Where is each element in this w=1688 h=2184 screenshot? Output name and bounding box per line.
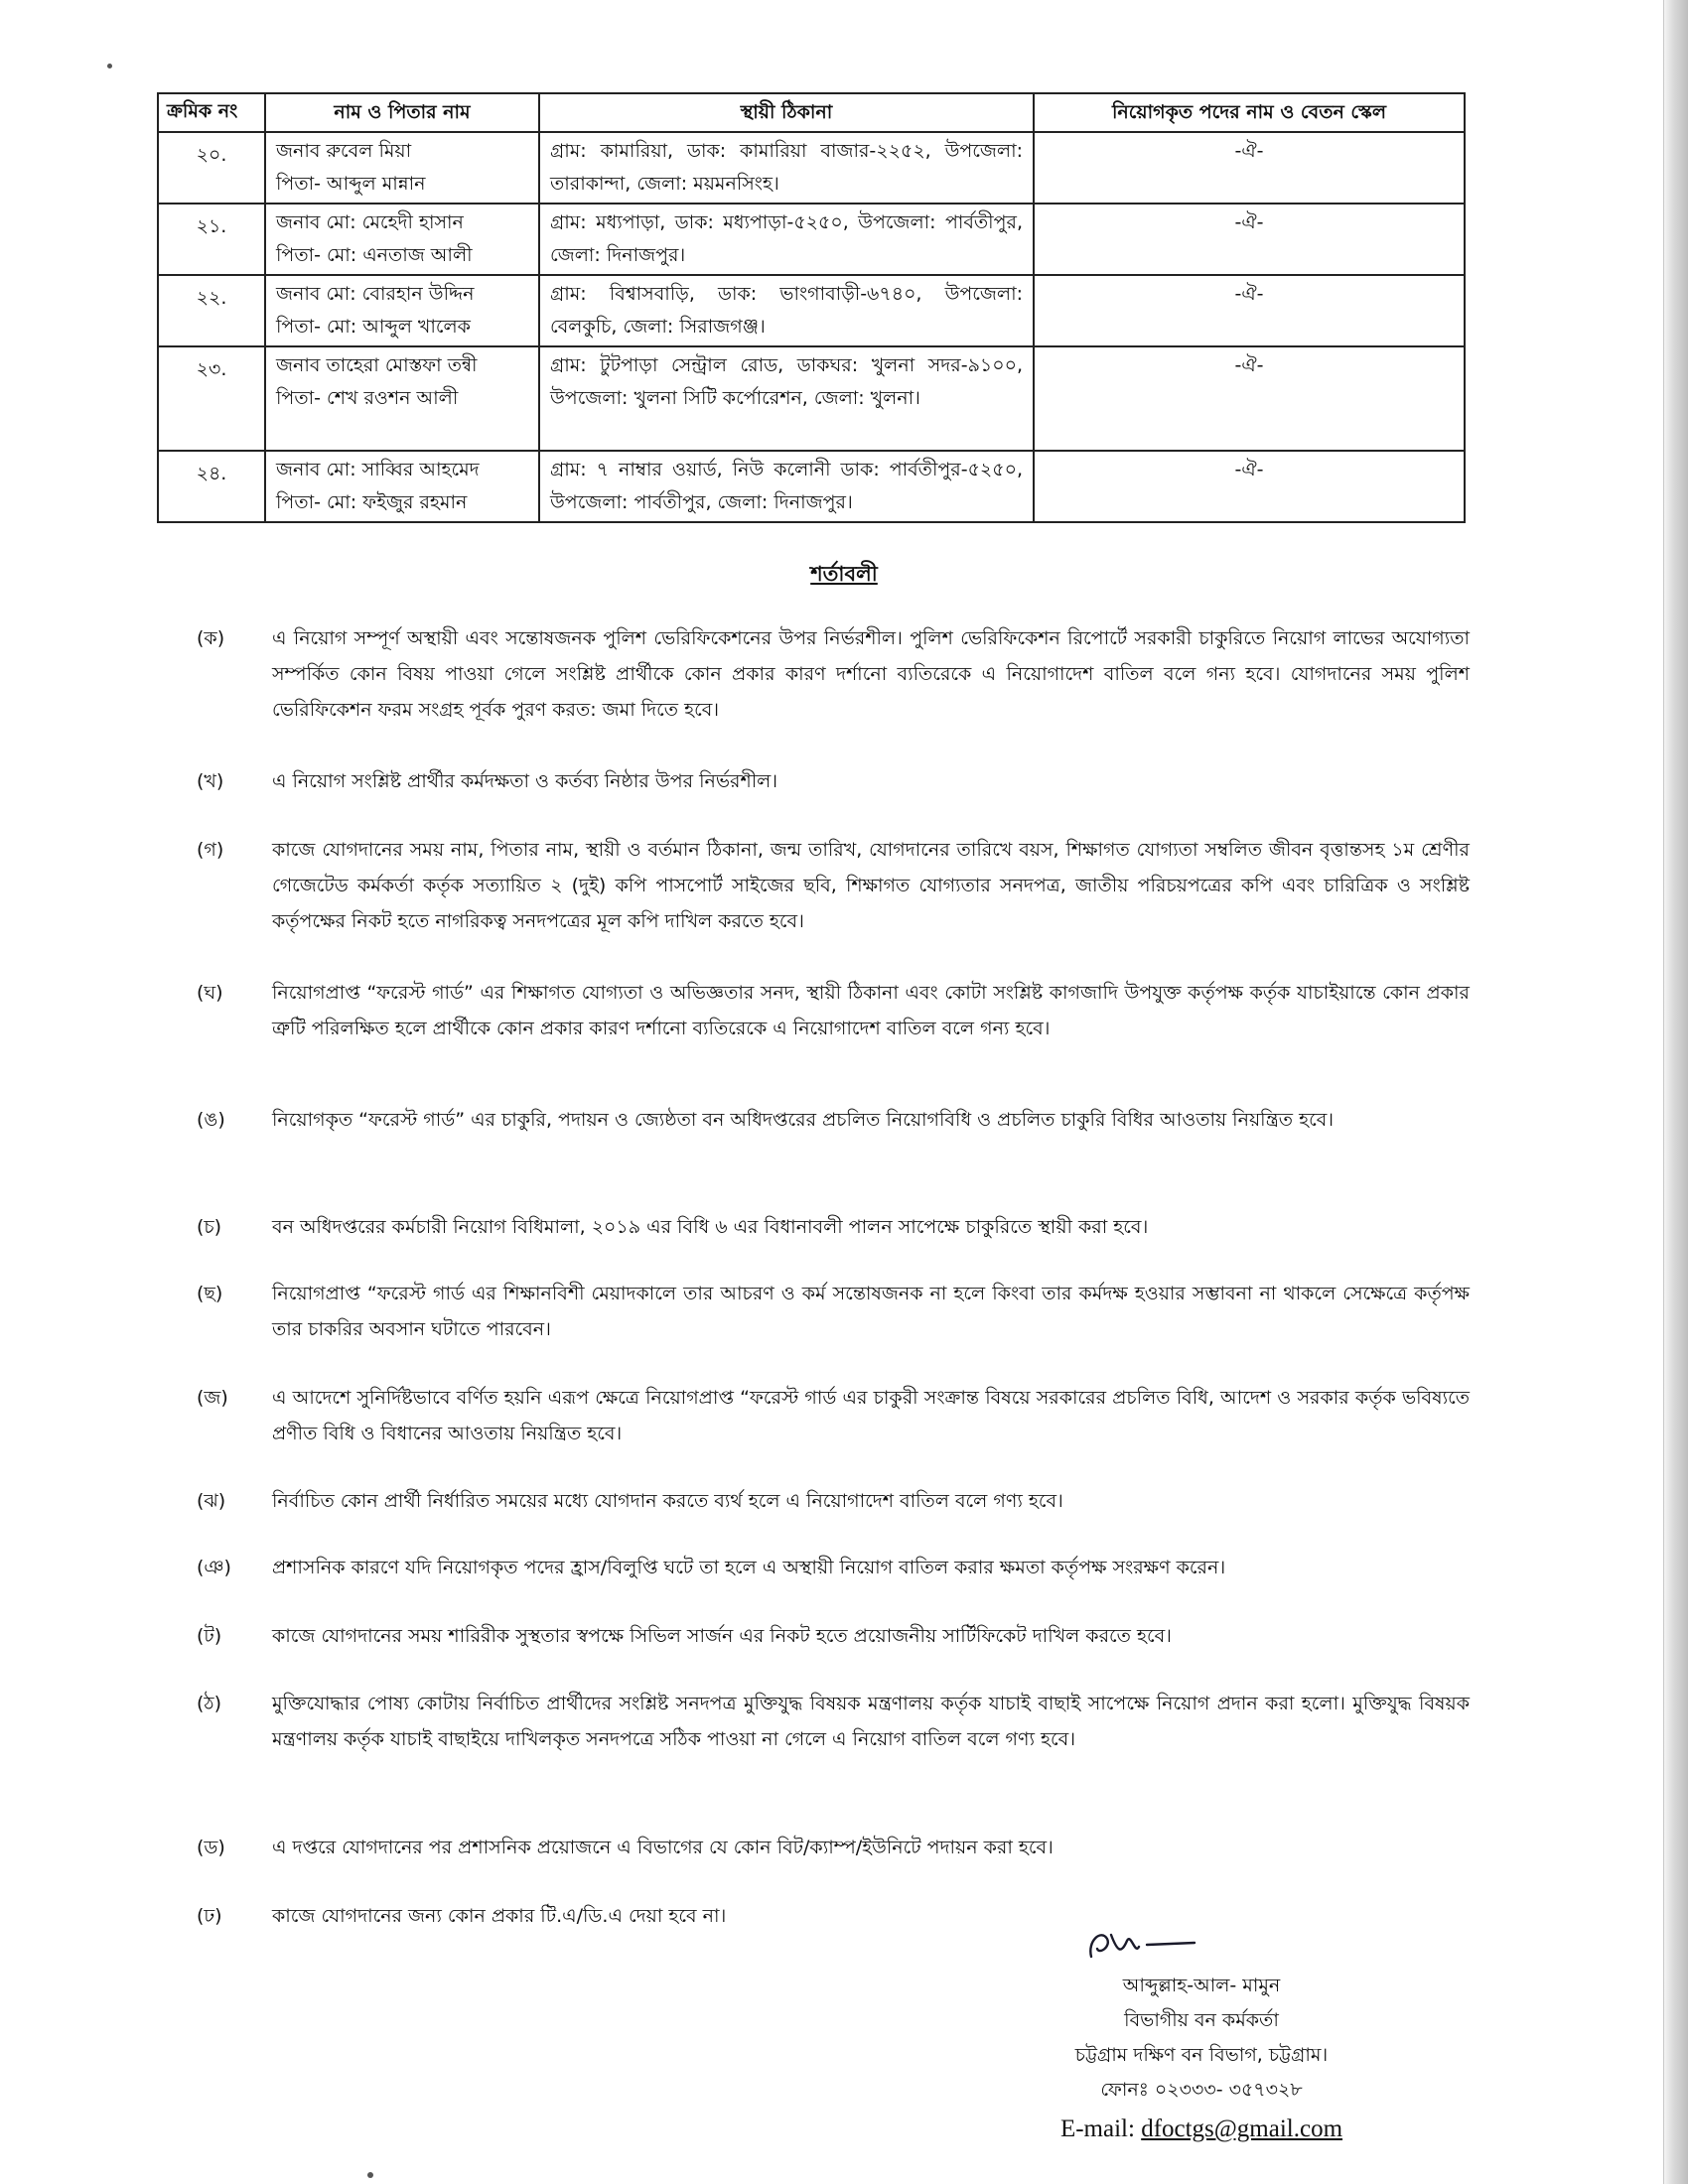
condition-text: প্রশাসনিক কারণে যদি নিয়োগকৃত পদের হ্রাস/বিলুপ্তি ঘটে তা হলে এ অস্থায়ী নিয়োগ বাতিল করার ক্ষমতা কর্তৃপক্ষ সংরক্ষণ করেন।: [272, 1557, 1226, 1578]
condition-letter: (ঞ): [197, 1557, 231, 1578]
row-father: পিতা- মো: আব্দুল খালেক: [276, 316, 471, 338]
row-serial: ২০.: [158, 132, 265, 204]
row-serial: ২১.: [158, 204, 265, 275]
signature-block: [983, 1921, 1420, 2146]
condition-letter: (জ): [197, 1387, 228, 1409]
condition-text: মুক্তিযোদ্ধার পোষ্য কোটায় নির্বাচিত প্রার্থীদের সংশ্লিষ্ট সনদপত্র মুক্তিযুদ্ধ বিষয়ক মন্ত্রণালয় কর্তৃক যাচাই বাছাই সাপেক্ষে নিয়োগ প্রদান করা হলো। মুক্তিযুদ্ধ বিষয়ক মন্ত্রণালয় কর্তৃক যাচাই বাছাইয়ে দাখিলকৃত সনদপত্রে সঠিক পাওয়া না গেলে এ নিয়োগ বাতিল বলে গণ্য হবে।: [272, 1693, 1470, 1750]
table-row: [158, 451, 1465, 522]
condition-letter: (খ): [197, 770, 224, 792]
condition-text: কাজে যোগদানের সময় নাম, পিতার নাম, স্থায়ী ও বর্তমান ঠিকানা, জন্ম তারিখ, যোগদানের তারিখে বয়স, শিক্ষাগত যোগ্যতা সম্বলিত জীবন বৃত্তান্তসহ ১ম শ্রেণীর গেজেটেড কর্মকর্তা কর্তৃক সত্যায়িত ২ (দুই) কপি পাসপোর্ট সাইজের ছবি, শিক্ষাগত যোগ্যতার সনদপত্র, জাতীয় পরিচয়পত্রের কপি এবং চারিত্রিক ও সংশ্লিষ্ট কর্তৃপক্ষের নিকট হতে নাগরিকত্ব সনদপত্রের মূল কপি দাখিল করতে হবে।: [272, 839, 1470, 932]
email-address[interactable]: dfoctgs@gmail.com: [1141, 2116, 1343, 2142]
condition-letter: (ঝ): [197, 1490, 226, 1512]
scan-speck: [367, 2172, 373, 2178]
row-name: জনাব মো: সাব্বির আহমেদ: [276, 459, 480, 480]
table-row: [158, 204, 1465, 275]
email-line: [983, 2112, 1420, 2146]
row-post: -ঐ-: [1034, 275, 1465, 346]
appointee-table: [157, 92, 1466, 523]
condition-item: [197, 763, 1470, 799]
condition-text: এ নিয়োগ সম্পূর্ণ অস্থায়ী এবং সন্তোষজনক পুলিশ ভেরিফিকেশনের উপর নির্ভরশীল। পুলিশ ভেরিফিকেশন রিপোর্টে সরকারী চাকুরিতে নিয়োগ লাভের অযোগ্যতা সম্পর্কিত কোন বিষয় পাওয়া গেলে সংশ্লিষ্ট প্রার্থীকে কোন প্রকার কারণ দর্শানো ব্যতিরেকে এ নিয়োগাদেশ বাতিল বলে গন্য হবে। যোগদানের সময় পুলিশ ভেরিফিকেশন ফরম সংগ্রহ পূর্বক পুরণ করত: জমা দিতে হবে।: [272, 627, 1470, 721]
header-name: নাম ও পিতার নাম: [265, 93, 539, 132]
condition-text: নিয়োগপ্রাপ্ত “ফরেস্ট গার্ড” এর শিক্ষাগত যোগ্যতা ও অভিজ্ঞতার সনদ, স্থায়ী ঠিকানা এবং কোটা সংশ্লিষ্ট কাগজাদি উপযুক্ত কর্তৃপক্ষ কর্তৃক যাচাইয়ান্তে কোন প্রকার ত্রুটি পরিলক্ষিত হলে প্রার্থীকে কোন প্রকার কারণ দর্শানো ব্যতিরেকে এ নিয়োগাদেশ বাতিল বলে গন্য হবে।: [272, 982, 1470, 1039]
header-address: স্থায়ী ঠিকানা: [539, 93, 1034, 132]
condition-text: নিয়োগপ্রাপ্ত “ফরেস্ট গার্ড এর শিক্ষানবিশী মেয়াদকালে তার আচরণ ও কর্ম সন্তোষজনক না হলে কিংবা তার কর্মদক্ষ হওয়ার সম্ভাবনা না থাকলে সেক্ষেত্রে কর্তৃপক্ষ তার চাকরির অবসান ঘটাতে পারবেন।: [272, 1283, 1470, 1340]
row-father: পিতা- মো: ফইজুর রহমান: [276, 491, 468, 513]
condition-item: [197, 1686, 1470, 1757]
table-header-row: [158, 93, 1465, 132]
scanner-edge-shadow: [1663, 0, 1688, 2184]
row-name: জনাব মো: মেহেদী হাসান: [276, 211, 464, 233]
row-serial: ২৪.: [158, 451, 265, 522]
condition-item: [197, 1380, 1470, 1451]
row-post: -ঐ-: [1034, 132, 1465, 204]
signatory-name: আব্দুল্লাহ-আল- মামুন: [1122, 1975, 1281, 1996]
condition-item: [197, 1550, 1470, 1585]
condition-text: কাজে যোগদানের সময় শারিরীক সুস্থতার স্বপক্ষে সিভিল সার্জন এর নিকট হতে প্রয়োজনীয় সার্টিফিকেট দাখিল করতে হবে।: [272, 1625, 1172, 1647]
row-name-cell: [265, 204, 539, 275]
row-serial: ২৩.: [158, 346, 265, 451]
table-row: [158, 275, 1465, 346]
handwritten-signature: [983, 1921, 1420, 1969]
condition-text: নিয়োগকৃত “ফরেস্ট গার্ড” এর চাকুরি, পদায়ন ও জ্যেষ্ঠতা বন অধিদপ্তরের প্রচলিত নিয়োগবিধি ও প্রচলিত চাকুরি বিধির আওতায় নিয়ন্ত্রিত হবে।: [272, 1109, 1335, 1131]
condition-item: [197, 832, 1470, 939]
row-name-cell: [265, 451, 539, 522]
condition-letter: (ঘ): [197, 982, 223, 1004]
condition-text: কাজে যোগদানের জন্য কোন প্রকার টি.এ/ডি.এ দেয়া হবে না।: [272, 1905, 727, 1927]
email-label: E-mail:: [1059, 2116, 1135, 2142]
condition-text: এ আদেশে সুনির্দিষ্টভাবে বর্ণিত হয়নি এরূপ ক্ষেত্রে নিয়োগপ্রাপ্ত “ফরেস্ট গার্ড এর চাকুরী সংক্রান্ত বিষয়ে সরকারের প্রচলিত বিধি, আদেশ ও সরকার কর্তৃক ভবিষ্যতে প্রণীত বিধি ও বিধানের আওতায় নিয়ন্ত্রিত হবে।: [272, 1387, 1470, 1444]
row-father: পিতা- আব্দুল মান্নান: [276, 173, 426, 195]
condition-item: [197, 1898, 991, 1934]
row-post: -ঐ-: [1034, 346, 1465, 451]
condition-letter: (ছ): [197, 1283, 223, 1304]
signatory-phone: ফোনঃ ০২৩৩৩- ৩৫৭৩২৮: [1100, 2079, 1303, 2101]
row-post: -ঐ-: [1034, 204, 1465, 275]
condition-letter: (ঙ): [197, 1109, 225, 1131]
row-name-cell: [265, 132, 539, 204]
condition-item: [197, 1102, 1470, 1138]
condition-item: [197, 1483, 1470, 1519]
signatory-designation: বিভাগীয় বন কর্মকর্তা: [1124, 2009, 1279, 2031]
condition-letter: (ঠ): [197, 1693, 221, 1714]
row-name: জনাব রুবেল মিয়া: [276, 140, 412, 162]
condition-letter: (ট): [197, 1625, 222, 1647]
row-address: গ্রাম: টুটপাড়া সেন্ট্রাল রোড, ডাকঘর: খুলনা সদর-৯১০০, উপজেলা: খুলনা সিটি কর্পোরেশন, জেলা: খুলনা।: [539, 346, 1034, 451]
condition-item: [197, 620, 1470, 728]
row-address: গ্রাম: ৭ নাম্বার ওয়ার্ড, নিউ কলোনী ডাক: পার্বতীপুর-৫২৫০, উপজেলা: পার্বতীপুর, জেলা: দিনাজপুর।: [539, 451, 1034, 522]
condition-text: বন অধিদপ্তরের কর্মচারী নিয়োগ বিধিমালা, ২০১৯ এর বিধি ৬ এর বিধানাবলী পালন সাপেক্ষে চাকুরিতে স্থায়ী করা হবে।: [272, 1216, 1149, 1238]
header-serial: ক্রমিক নং: [158, 93, 265, 132]
signatory-office: চট্টগ্রাম দক্ষিণ বন বিভাগ, চট্টগ্রাম।: [1074, 2044, 1329, 2066]
condition-text: এ দপ্তরে যোগদানের পর প্রশাসনিক প্রয়োজনে এ বিভাগের যে কোন বিট/ক্যাম্প/ইউনিটে পদায়ন করা হবে।: [272, 1837, 1054, 1858]
condition-item: [197, 1618, 1470, 1654]
row-post: -ঐ-: [1034, 451, 1465, 522]
condition-letter: (ড): [197, 1837, 225, 1858]
row-father: পিতা- মো: এনতাজ আলী: [276, 244, 473, 266]
header-post: নিয়োগকৃত পদের নাম ও বেতন স্কেল: [1034, 93, 1465, 132]
condition-item: [197, 1209, 1470, 1245]
row-name-cell: [265, 346, 539, 451]
condition-item: [197, 975, 1470, 1046]
conditions-heading: শর্তাবলী: [810, 562, 878, 586]
condition-letter: (চ): [197, 1216, 222, 1238]
row-name-cell: [265, 275, 539, 346]
row-name: জনাব মো: বোরহান উদ্দিন: [276, 283, 475, 305]
scan-speck: [107, 64, 112, 68]
condition-text: নির্বাচিত কোন প্রার্থী নির্ধারিত সময়ের মধ্যে যোগদান করতে ব্যর্থ হলে এ নিয়োগাদেশ বাতিল বলে গণ্য হবে।: [272, 1490, 1063, 1512]
condition-text: এ নিয়োগ সংশ্লিষ্ট প্রার্থীর কর্মদক্ষতা ও কর্তব্য নিষ্ঠার উপর নির্ভরশীল।: [272, 770, 778, 792]
condition-letter: (ঢ): [197, 1905, 222, 1927]
condition-item: [197, 1276, 1470, 1347]
table-row: [158, 346, 1465, 451]
row-serial: ২২.: [158, 275, 265, 346]
row-address: গ্রাম: কামারিয়া, ডাক: কামারিয়া বাজার-২২৫২, উপজেলা: তারাকান্দা, জেলা: ময়মনসিংহ।: [539, 132, 1034, 204]
row-address: গ্রাম: মধ্যপাড়া, ডাক: মধ্যপাড়া-৫২৫০, উপজেলা: পার্বতীপুর, জেলা: দিনাজপুর।: [539, 204, 1034, 275]
row-address: গ্রাম: বিশ্বাসবাড়ি, ডাক: ভাংগাবাড়ী-৬৭৪০, উপজেলা: বেলকুচি, জেলা: সিরাজগঞ্জ।: [539, 275, 1034, 346]
row-father: পিতা- শেখ রওশন আলী: [276, 387, 459, 409]
table-row: [158, 132, 1465, 204]
row-name: জনাব তাহেরা মোস্তফা তন্বী: [276, 354, 478, 376]
condition-item: [197, 1830, 1470, 1865]
condition-letter: (ক): [197, 627, 225, 649]
condition-letter: (গ): [197, 839, 224, 861]
